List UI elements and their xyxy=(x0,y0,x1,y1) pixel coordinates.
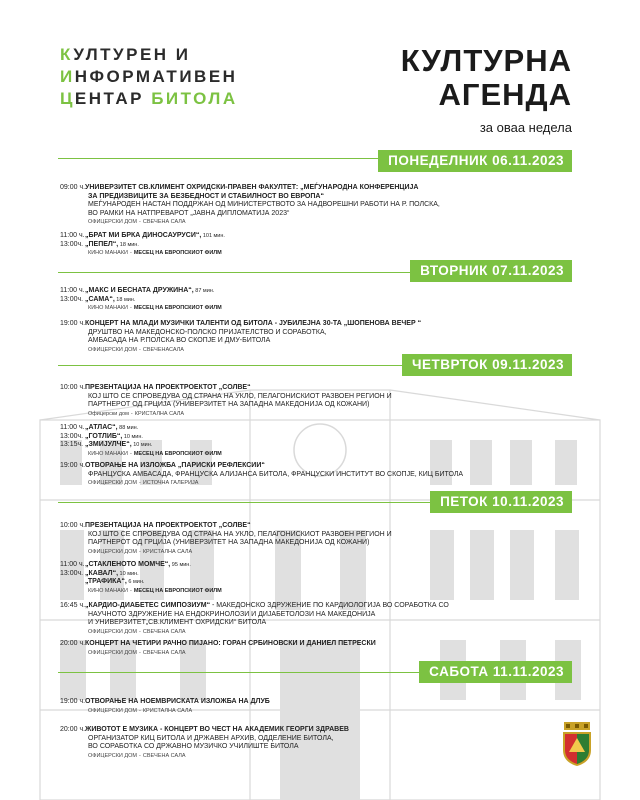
film-duration: 95 мин. xyxy=(170,562,191,568)
event-time: 13:15ч. xyxy=(60,441,84,448)
day-header-tuesday: ВТОРНИК 07.11.2023 xyxy=(410,260,572,282)
event-tuesday-films xyxy=(60,287,580,312)
film-duration: 18 мин. xyxy=(114,296,136,303)
venue: КИНО МАНАКИ xyxy=(88,305,128,311)
event-thursday-presentation xyxy=(60,384,580,418)
event-time: 13:00ч. xyxy=(60,432,84,440)
event-thursday-films xyxy=(60,424,580,458)
film-title: „ЗМИЈУЛЧЕ“, xyxy=(85,441,132,448)
venue: ОФИЦЕРСКИ ДОМ xyxy=(88,707,137,714)
event-venue: Офицерски дом - КРИСТАЛНА САЛА xyxy=(88,410,185,417)
event-venue: ОФИЦЕРСКИ ДОМ - КРИСТАЛНА САЛА xyxy=(88,707,193,714)
event-time: 10:00 ч. xyxy=(60,384,86,391)
page-title xyxy=(401,44,572,112)
hall: СВЕЧЕНАСАЛА xyxy=(142,346,184,353)
logo-line-1: УЛТУРЕН И xyxy=(73,45,191,64)
event-saturday-concert xyxy=(60,726,580,760)
event-time: 11:00 ч. xyxy=(60,424,85,431)
hall: КРИСТАЛНА САЛА xyxy=(134,410,185,417)
event-venue: ОФИЦЕРСКИ ДОМ - СВЕЧЕНАСАЛА xyxy=(88,346,184,353)
event-venue: КИНО МАНАКИ - МЕСЕЦ НА ЕВРОПСКИОТ ФИЛМ xyxy=(88,305,222,311)
event-venue: КИНО МАНАКИ - МЕСЕЦ НА ЕВРОПСКИОТ ФИЛМ xyxy=(88,587,222,594)
day-header-monday: ПОНЕДЕЛНИК 06.11.2023 xyxy=(378,150,572,172)
event-monday-conference xyxy=(60,184,580,226)
event-title-rest: - МАКЕДОНСКО ЗДРУЖЕНИЕ ПО КАРДИОЛОГИЈА ВО СОРАБОТКА СО xyxy=(210,602,449,609)
event-time: 13:00ч. xyxy=(60,295,84,303)
event-venue: ОФИЦЕРСКИ ДОМ - КРИСТАЛНА САЛА xyxy=(88,548,193,555)
venue: КИНО МАНАКИ xyxy=(88,250,128,256)
hall: СВЕЧЕНА САЛА xyxy=(142,649,186,656)
event-time: 10:00 ч. xyxy=(60,522,86,529)
event-saturday-exhibition xyxy=(60,698,580,715)
film-duration: 6 мин. xyxy=(126,579,145,585)
event-time: 09:00 ч. xyxy=(60,184,86,191)
film-title: „ГОТЛИБ“, xyxy=(85,432,123,440)
event-desc: НАУЧНОТО ЗДРУЖЕНИЕ НА ЕНДОКРИНОЛОЗИ И ДИЈАБЕТОЛОЗИ НА МАКЕДОНИЈА xyxy=(88,610,376,618)
event-venue: ОФИЦЕРСКИ ДОМ - СВЕЧЕНА САЛА xyxy=(88,219,186,225)
event-title: УНИВЕРЗИТЕТ СВ.КЛИМЕНТ ОХРИДСКИ-ПРАВЕН ФАКУЛТЕТ: „МЕЃУНАРОДНА КОНФЕРЕНЦИЈА xyxy=(85,184,419,191)
event-venue: ОФИЦЕРСКИ ДОМ - СВЕЧЕНА САЛА xyxy=(88,628,186,635)
event-desc: ВО СОРАБОТКА СО ДРЖАВНО МУЗИЧКО УЧИЛИШТЕ БИТОЛА xyxy=(88,743,299,750)
venue: ОФИЦЕРСКИ ДОМ xyxy=(88,649,137,656)
program: МЕСЕЦ НА ЕВРОПСКИОТ ФИЛМ xyxy=(133,250,222,256)
event-venue: ОФИЦЕРСКИ ДОМ - СВЕЧЕНА САЛА xyxy=(88,752,186,759)
event-title: ЖИВОТОТ Е МУЗИКА - КОНЦЕРТ ВО ЧЕСТ НА АКАДЕМИК ГЕОРГИ ЗДРАВЕВ xyxy=(85,726,349,733)
film-title: „БРАТ МИ БРКА ДИНОСАУРУСИ“, xyxy=(85,232,202,239)
event-friday-piano xyxy=(60,640,580,657)
event-title: КОНЦЕРТ НА ЧЕТИРИ РАЧНО ПИЈАНО: ГОРАН СРБИНОВСКИ И ДАНИЕЛ ПЕТРЕСКИ xyxy=(85,640,376,647)
event-time: 13:00ч. xyxy=(60,569,84,577)
event-time: 19:00 ч. xyxy=(60,698,86,705)
venue: ОФИЦЕРСКИ ДОМ xyxy=(88,752,137,759)
event-time: 16:45 ч. xyxy=(60,602,86,609)
film-title: „САМА“, xyxy=(85,295,115,303)
event-desc: ПАРТНЕРОТ ОД ГРЦИЈА (УНИВЕРЗИТЕТ НА ЗАПАДНА МАКЕДОНИЈА ОД КОЖАНИ) xyxy=(88,539,370,546)
program: МЕСЕЦ НА ЕВРОПСКИОТ ФИЛМ xyxy=(133,450,222,457)
event-desc: КОЈ ШТО СЕ СПРОВЕДУВА ОД СТРАНА НА УКЛО, ПЕЛАГОНИСКИОТ РАЗВОЕН РЕГИОН И xyxy=(88,530,392,538)
event-time: 20:00 ч. xyxy=(60,726,86,733)
event-title: ПРЕЗЕНТАЦИЈА НА ПРОЕКТРОЕКТОТ „СОЛВЕ“ xyxy=(85,384,251,391)
hall: КРИСТАЛНА САЛА xyxy=(142,707,193,714)
film-duration: 101 мин. xyxy=(201,233,225,239)
film-duration: 10 мин. xyxy=(118,570,139,577)
logo-initial-i: И xyxy=(60,67,75,86)
hall: СВЕЧЕНА САЛА xyxy=(142,752,186,759)
film-title: „СТАКЛЕНОТО МОМЧЕ“, xyxy=(85,561,171,568)
event-venue: КИНО МАНАКИ - МЕСЕЦ НА ЕВРОПСКИОТ ФИЛМ xyxy=(88,450,222,457)
event-desc: АМБАСАДА НА Р.ПОЛСКА ВО СКОПЈЕ И ДМУ-БИТОЛА xyxy=(88,337,271,344)
event-title-cont: ЗА ПРЕДИЗВИЦИТЕ ЗА БЕЗБЕДНОСТ И СТАБИЛНОСТ ВО ЕВРОПА“ xyxy=(88,192,324,200)
event-friday-presentation xyxy=(60,522,580,556)
film-title: „КАВАЛ“, xyxy=(85,569,119,577)
event-desc: ОРГАНИЗАТОР КИЦ БИТОЛА И ДРЖАВЕН АРХИВ, ОДДЕЛЕНИЕ БИТОЛА, xyxy=(88,734,334,742)
program: МЕСЕЦ НА ЕВРОПСКИОТ ФИЛМ xyxy=(133,305,222,311)
event-thursday-exhibition xyxy=(60,462,580,487)
event-title: КОНЦЕРТ НА МЛАДИ МУЗИЧКИ ТАЛЕНТИ ОД БИТОЛА - ЈУБИЛЕЈНА 30-ТА „ШОПЕНОВА ВЕЧЕР “ xyxy=(85,320,422,327)
kic-logo xyxy=(60,44,238,110)
event-venue: ОФИЦЕРСКИ ДОМ - ИСТОЧНА ГАЛЕРИЈА xyxy=(88,480,199,486)
event-friday-films xyxy=(60,561,580,595)
film-duration: 87 мин. xyxy=(193,288,215,294)
venue: Офицерски дом xyxy=(88,410,129,417)
day-header-saturday: САБОТА 11.11.2023 xyxy=(419,661,572,683)
film-duration: 88 мин. xyxy=(117,425,139,431)
film-title: „ПЕПЕЛ“, xyxy=(85,240,119,248)
event-desc: КОЈ ШТО СЕ СПРОВЕДУВА ОД СТРАНА НА УКЛО, ПЕЛАГОНИСКИОТ РАЗВОЕН РЕГИОН И xyxy=(88,392,392,400)
venue: КИНО МАНАКИ xyxy=(88,587,128,594)
event-title: ПРЕЗЕНТАЦИЈА НА ПРОЕКТРОЕКТОТ „СОЛВЕ“ xyxy=(85,522,251,529)
film-title: „ТРАФИКА“, xyxy=(85,578,127,585)
event-desc: МЕЃУНАРОДЕН НАСТАН ПОДДРЖАН ОД МИНИСТЕРСТВОТО ЗА НАДВОРЕШНИ РАБОТИ НА Р. ПОЛСКА, xyxy=(88,201,440,208)
event-monday-films xyxy=(60,232,580,257)
hall: ИСТОЧНА ГАЛЕРИЈА xyxy=(142,480,199,486)
logo-initial-k: К xyxy=(60,45,74,64)
event-title: ОТВОРАЊЕ НА ИЗЛОЖБА „ПАРИСКИ РЕФЛЕКСИИ“ xyxy=(85,462,265,469)
event-tuesday-concert xyxy=(60,320,580,354)
film-title: „АТЛАС“, xyxy=(85,424,118,431)
day-header-thursday: ЧЕТВРТОК 09.11.2023 xyxy=(402,354,572,376)
event-desc: ФРАНЦУСКА АМБАСАДА, ФРАНЦУСКА АЛИЈАНСА БИТОЛА, ФРАНЦУСКИ ИНСТИТУТ ВО СКОПЈЕ, КИЦ БИТОЛА xyxy=(88,470,464,478)
event-desc: ДРУШТВО НА МАКЕДОНСКО-ПОЛСКО ПРИЈАТЕЛСТВО И СОРАБОТКА, xyxy=(88,328,327,336)
venue: ОФИЦЕРСКИ ДОМ xyxy=(88,548,137,555)
event-title: „КАРДИО-ДИАБЕТЕС СИМПОЗИУМ“ xyxy=(85,602,211,609)
event-time: 11:00 ч. xyxy=(60,232,85,239)
day-header-friday: ПЕТОК 10.11.2023 xyxy=(430,491,572,513)
event-title: ОТВОРАЊЕ НА НОЕМВРИСКАТА ИЗЛОЖБА НА ДЛУБ xyxy=(85,698,270,705)
event-time: 13:00ч. xyxy=(60,240,84,248)
title-line-1: КУЛТУРНА xyxy=(400,43,572,78)
event-venue: КИНО МАНАКИ - МЕСЕЦ НА ЕВРОПСКИОТ ФИЛМ xyxy=(88,250,222,256)
hall: СВЕЧЕНА САЛА xyxy=(142,219,186,225)
film-title: „МАКС И БЕСНАТА ДРУЖИНА“, xyxy=(85,287,194,294)
venue: ОФИЦЕРСКИ ДОМ xyxy=(88,219,137,225)
logo-initial-c: Ц xyxy=(60,89,75,108)
venue: ОФИЦЕРСКИ ДОМ xyxy=(88,628,137,635)
event-desc: ПАРТНЕРОТ ОД ГРЦИЈА (УНИВЕРЗИТЕТ НА ЗАПАДНА МАКЕДОНИЈА ОД КОЖАНИ) xyxy=(88,401,370,408)
event-time: 11:00 ч. xyxy=(60,561,85,568)
event-desc: ВО РАМКИ НА НАТПРЕВАРОТ „ЈАВНА ДИПЛОМАТИЈА 2023“ xyxy=(88,209,290,217)
logo-line-2: НФОРМАТИВЕН xyxy=(74,67,238,86)
logo-line-3: ЕНТАР xyxy=(74,89,152,108)
venue: КИНО МАНАКИ xyxy=(88,450,128,457)
page-subtitle: за оваа недела xyxy=(479,120,572,135)
film-duration: 18 мин. xyxy=(118,241,139,248)
event-time: 19:00 ч. xyxy=(60,462,86,469)
event-friday-symposium xyxy=(60,602,580,636)
title-line-2: АГЕНДА xyxy=(438,77,572,112)
film-duration: 10 мин. xyxy=(131,442,153,448)
event-time: 11:00 ч. xyxy=(60,287,85,294)
event-desc: И УНИВЕРЗИТЕТ„СВ.КЛИМЕНТ ОХРИДСКИ“ БИТОЛА xyxy=(88,619,267,626)
hall: КРИСТАЛНА САЛА xyxy=(142,548,193,555)
event-venue: ОФИЦЕРСКИ ДОМ - СВЕЧЕНА САЛА xyxy=(88,649,186,656)
hall: СВЕЧЕНА САЛА xyxy=(142,628,186,635)
logo-city: БИТОЛА xyxy=(151,89,238,108)
venue: ОФИЦЕРСКИ ДОМ xyxy=(88,480,137,486)
event-time: 20:00 ч. xyxy=(60,640,86,647)
program: МЕСЕЦ НА ЕВРОПСКИОТ ФИЛМ xyxy=(133,587,222,594)
coat-of-arms-icon xyxy=(560,722,594,766)
film-duration: 10 мин. xyxy=(122,433,143,440)
venue: ОФИЦЕРСКИ ДОМ xyxy=(88,346,137,353)
event-time: 19:00 ч. xyxy=(60,320,86,327)
